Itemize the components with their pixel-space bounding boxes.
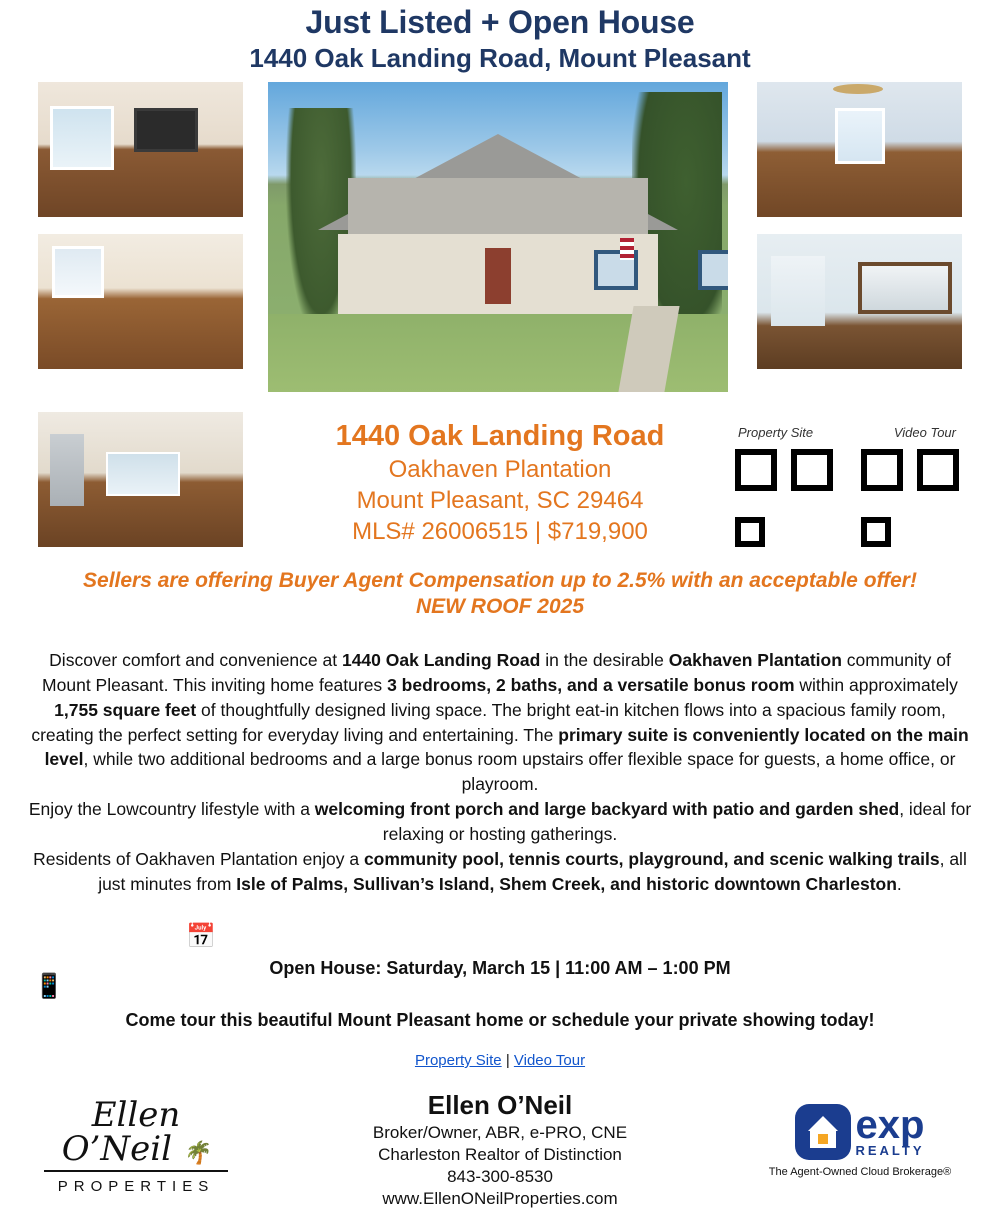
property-description <box>24 648 976 896</box>
mobile-phone-icon: 📱 <box>34 973 64 1000</box>
desc-text: Residents of Oakhaven Plantation enjoy a <box>33 848 364 869</box>
call-to-action-line: Come tour this beautiful Mount Pleasant home or schedule your private showing today! <box>125 1010 875 1030</box>
qr-eye-icon <box>861 517 891 547</box>
desc-text: Enjoy the Lowcountry lifestyle with a <box>28 799 315 820</box>
exp-realty-text: REALTY <box>855 1142 925 1158</box>
exp-wordmark: exp <box>855 1102 925 1147</box>
agent-name: Ellen O’Neil <box>427 1090 573 1120</box>
qr-code-video-tour[interactable] <box>858 446 962 550</box>
desc-text: , while two additional bedrooms and a large bonus room upstairs offer flexible space for guests, a home office, or playroom. <box>83 749 956 795</box>
desc-bold-rooms: 3 bedrooms, 2 baths, and a versatile bonus room <box>387 674 795 695</box>
desc-text: . <box>896 873 902 894</box>
logo-script-text <box>36 1095 236 1169</box>
agent-phone[interactable]: 843-300-8530 <box>447 1167 553 1186</box>
listing-address: 1440 Oak Landing Road <box>335 420 665 452</box>
promo-line-1: Sellers are offering Buyer Agent Compensation up to 2.5% with an acceptable offer! <box>83 569 917 592</box>
house-window-icon <box>818 1134 828 1144</box>
description-paragraph-1 <box>24 648 976 797</box>
desc-bold-address: 1440 Oak Landing Road <box>341 650 541 670</box>
desc-text: of thoughtfully designed living space. The bright eat-in kitchen flows into a spacious family room, creating the perfect setting for everyday living and entertaining. The <box>31 699 946 745</box>
qr-code-property-site[interactable] <box>732 446 836 550</box>
photo-bathroom <box>757 234 962 369</box>
photo-exterior-front <box>268 82 728 392</box>
agent-website[interactable]: www.EllenONeilProperties.com <box>382 1189 618 1208</box>
promo-banner <box>0 568 1000 621</box>
logo-name-text: Ellen O’Neil <box>61 1095 181 1169</box>
agent-title: Broker/Owner, ABR, e-PRO, CNE <box>372 1123 628 1142</box>
desc-text: within approximately <box>794 674 958 695</box>
qr-video-tour-label: Video Tour <box>893 425 956 440</box>
photo-grid <box>0 82 1000 392</box>
roof-lower-decor <box>348 178 648 236</box>
logo-subtitle: PROPERTIES <box>57 1178 215 1195</box>
desc-text: in the desirable <box>540 650 669 670</box>
qr-codes <box>732 446 962 550</box>
promo-line-2: NEW ROOF 2025 <box>415 595 585 619</box>
listing-mls-price: MLS# 26006515 | $719,900 <box>352 518 648 545</box>
exp-tagline: The Agent-Owned Cloud Brokerage® <box>768 1166 952 1178</box>
open-house-line: Open House: Saturday, March 15 | 11:00 AM – 1:00 PM <box>269 958 731 978</box>
description-paragraph-2 <box>24 797 976 847</box>
qr-labels <box>732 425 962 440</box>
qr-property-site-label: Property Site <box>738 425 814 440</box>
link-separator: | <box>501 1052 514 1069</box>
qr-eye-icon <box>735 517 765 547</box>
listing-city-state-zip: Mount Pleasant, SC 29464 <box>356 487 644 514</box>
exp-logo-row <box>750 1104 970 1160</box>
logo-divider <box>44 1170 228 1172</box>
photo-living-room-1 <box>38 82 243 217</box>
desc-bold-community: Oakhaven Plantation <box>668 650 842 670</box>
page-title: Just Listed + Open House <box>305 4 695 40</box>
listing-neighborhood: Oakhaven Plantation <box>388 456 612 483</box>
page-subtitle: 1440 Oak Landing Road, Mount Pleasant <box>249 43 751 73</box>
desc-bold-sqft: 1,755 square feet <box>54 699 197 720</box>
desc-text: community of Mount Pleasant. This inviting home features <box>42 650 951 695</box>
desc-text: , all just minutes from <box>98 848 967 894</box>
photo-bonus-room <box>757 82 962 217</box>
photo-living-room-2 <box>38 234 243 369</box>
desc-bold-outdoor: welcoming front porch and large backyard with patio and garden shed <box>314 799 900 820</box>
flyer-footer <box>0 1090 1000 1222</box>
flag-icon <box>620 238 634 260</box>
link-video-tour[interactable]: Video Tour <box>513 1052 586 1069</box>
desc-bold-nearby: Isle of Palms, Sullivan’s Island, Shem Creek, and historic downtown Charleston <box>236 873 897 894</box>
palm-tree-icon: 🌴 <box>182 1141 211 1166</box>
footer-links <box>0 1052 1000 1069</box>
ellen-oneil-properties-logo <box>36 1095 236 1195</box>
desc-bold-primary-suite: primary suite is conveniently located on the main level <box>44 724 969 770</box>
flyer-header <box>0 0 1000 74</box>
desc-bold-amenities: community pool, tennis courts, playground, and scenic walking trails <box>363 848 940 869</box>
calendar-icon: 📅 <box>186 923 216 950</box>
agent-award: Charleston Realtor of Distinction <box>378 1145 622 1164</box>
house-badge-icon <box>795 1104 851 1160</box>
qr-block <box>732 425 962 550</box>
desc-text: Discover comfort and convenience at <box>49 650 342 670</box>
window-right-decor <box>698 250 728 290</box>
front-door-decor <box>485 248 511 304</box>
desc-text: , ideal for relaxing or hosting gatherings. <box>382 799 972 844</box>
description-paragraph-3 <box>24 847 976 897</box>
exp-realty-logo <box>750 1104 970 1178</box>
house-roof-icon <box>808 1116 838 1131</box>
link-property-site[interactable]: Property Site <box>414 1052 502 1069</box>
